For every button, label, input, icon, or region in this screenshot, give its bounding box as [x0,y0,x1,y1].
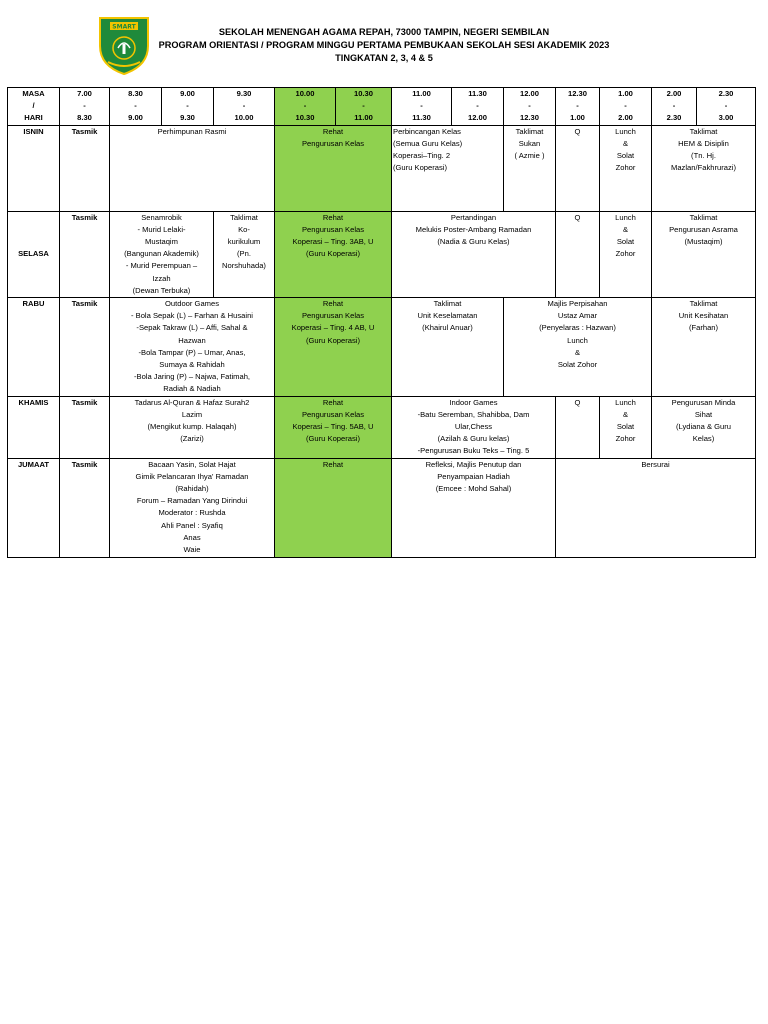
schedule-cell: Bacaan Yasin, Solat Hajat Gimik Pelancaran Ihya' Ramadan (Rahidah) Forum – Ramadan Yang Dirindui Moderator : Rushda Ahli Panel : Syafiq Anas Waie [110,458,275,557]
schedule-cell: Tasmik [60,396,110,458]
schedule-cell-rehat: Rehat [275,458,392,557]
schedule-cell: Lunch & Solat Zohor [600,396,652,458]
schedule-cell: Refleksi, Majlis Penutup dan Penyampaian Hadiah (Emcee : Mohd Sahal) [392,458,556,557]
time-slot: 10.00 - 10.30 [275,88,336,126]
schedule-cell: Indoor Games -Batu Seremban, Shahibba, Dam Ular,Chess (Azilah & Guru kelas) -Pengurusan Buku Teks – Ting. 5 [392,396,556,458]
schedule-cell: Pengurusan Minda Sihat (Lydiana & Guru Kelas) [652,396,756,458]
day-label: JUMAAT [8,458,60,557]
document-header [0,12,768,84]
time-slot: 9.30 - 10.00 [214,88,275,126]
schedule-cell-rehat: Rehat Pengurusan Kelas [275,125,392,211]
form-levels: TINGKATAN 2, 3, 4 & 5 [335,53,433,63]
schedule-cell: Lunch & Solat Zohor [600,211,652,297]
program-title: PROGRAM ORIENTASI / PROGRAM MINGGU PERTAMA PEMBUKAAN SEKOLAH SESI AKADEMIK 2023 [158,40,610,50]
time-slot: 9.00 - 9.30 [162,88,214,126]
schedule-cell: Tasmik [60,125,110,211]
schedule-cell: Lunch & Solat Zohor [600,125,652,211]
schedule-cell: Q [556,125,600,211]
time-slot: 11.30 - 12.00 [452,88,504,126]
timetable [7,87,756,558]
schedule-cell: Outdoor Games - Bola Sepak (L) – Farhan & Husaini -Sepak Takraw (L) – Affi, Sahal & Hazwan -Bola Tampar (P) – Umar, Anas, Sumaya & Rahidah -Bola Jaring (P) – Najwa, Fatimah, Radiah & Nadiah [110,298,275,397]
time-slot: 11.00 - 11.30 [392,88,452,126]
corner-cell: MASA / HARI [8,88,60,126]
time-slot: 1.00 - 2.00 [600,88,652,126]
time-slot: 12.30 - 1.00 [556,88,600,126]
time-slot: 2.00 - 2.30 [652,88,697,126]
schedule-cell: Taklimat Unit Kesihatan (Farhan) [652,298,756,397]
schedule-cell: Q [556,211,600,297]
schedule-cell-rehat: Rehat Pengurusan Kelas Koperasi – Ting. 3AB, U (Guru Koperasi) [275,211,392,297]
schedule-cell: Bersurai [556,458,756,557]
row-jumaat [8,458,756,557]
time-slot: 8.30 - 9.00 [110,88,162,126]
time-header-row [8,88,756,126]
schedule-cell-rehat: Rehat Pengurusan Kelas Koperasi – Ting. 5AB, U (Guru Koperasi) [275,396,392,458]
schedule-cell: Perbincangan Kelas (Semua Guru Kelas) Koperasi–Ting. 2 (Guru Koperasi) [392,125,504,211]
school-name: SEKOLAH MENENGAH AGAMA REPAH, 73000 TAMPIN, NEGERI SEMBILAN [218,27,550,37]
time-slot: 10.30 - 11.00 [336,88,392,126]
schedule-cell: Taklimat Sukan ( Azmie ) [504,125,556,211]
schedule-cell: Taklimat Unit Keselamatan (Khairul Anuar) [392,298,504,397]
schedule-cell: Majlis Perpisahan Ustaz Amar (Penyelaras : Hazwan) Lunch & Solat Zohor [504,298,652,397]
day-label: SELASA [8,211,60,297]
row-selasa [8,211,756,297]
schedule-cell: Taklimat Pengurusan Asrama (Mustaqim) [652,211,756,297]
row-isnin [8,125,756,211]
day-label: KHAMIS [8,396,60,458]
schedule-cell: Q [556,396,600,458]
schedule-cell: Taklimat Ko- kurikulum (Pn. Norshuhada) [214,211,275,297]
schedule-cell: Senamrobik - Murid Lelaki- Mustaqim (Bangunan Akademik) - Murid Perempuan – Izzah (Dewan Terbuka) [110,211,214,297]
schedule-cell: Pertandingan Melukis Poster-Ambang Ramadan (Nadia & Guru Kelas) [392,211,556,297]
schedule-cell: Perhimpunan Rasmi [110,125,275,211]
logo-text: SMART [112,23,136,31]
schedule-cell-rehat: Rehat Pengurusan Kelas Koperasi – Ting. 4 AB, U (Guru Koperasi) [275,298,392,397]
time-slot: 12.00 - 12.30 [504,88,556,126]
row-rabu [8,298,756,397]
day-label: ISNIN [8,125,60,211]
schedule-cell: Taklimat HEM & Disiplin (Tn. Hj. Mazlan/Fakhrurazi) [652,125,756,211]
schedule-cell: Tasmik [60,298,110,397]
schedule-cell: Tadarus Al-Quran & Hafaz Surah2 Lazim (Mengikut kump. Halaqah) (Zarizi) [110,396,275,458]
day-label: RABU [8,298,60,397]
time-slot: 2.30 - 3.00 [697,88,756,126]
schedule-cell: Tasmik [60,458,110,557]
schedule-cell: Tasmik [60,211,110,297]
time-slot: 7.00 - 8.30 [60,88,110,126]
row-khamis [8,396,756,458]
